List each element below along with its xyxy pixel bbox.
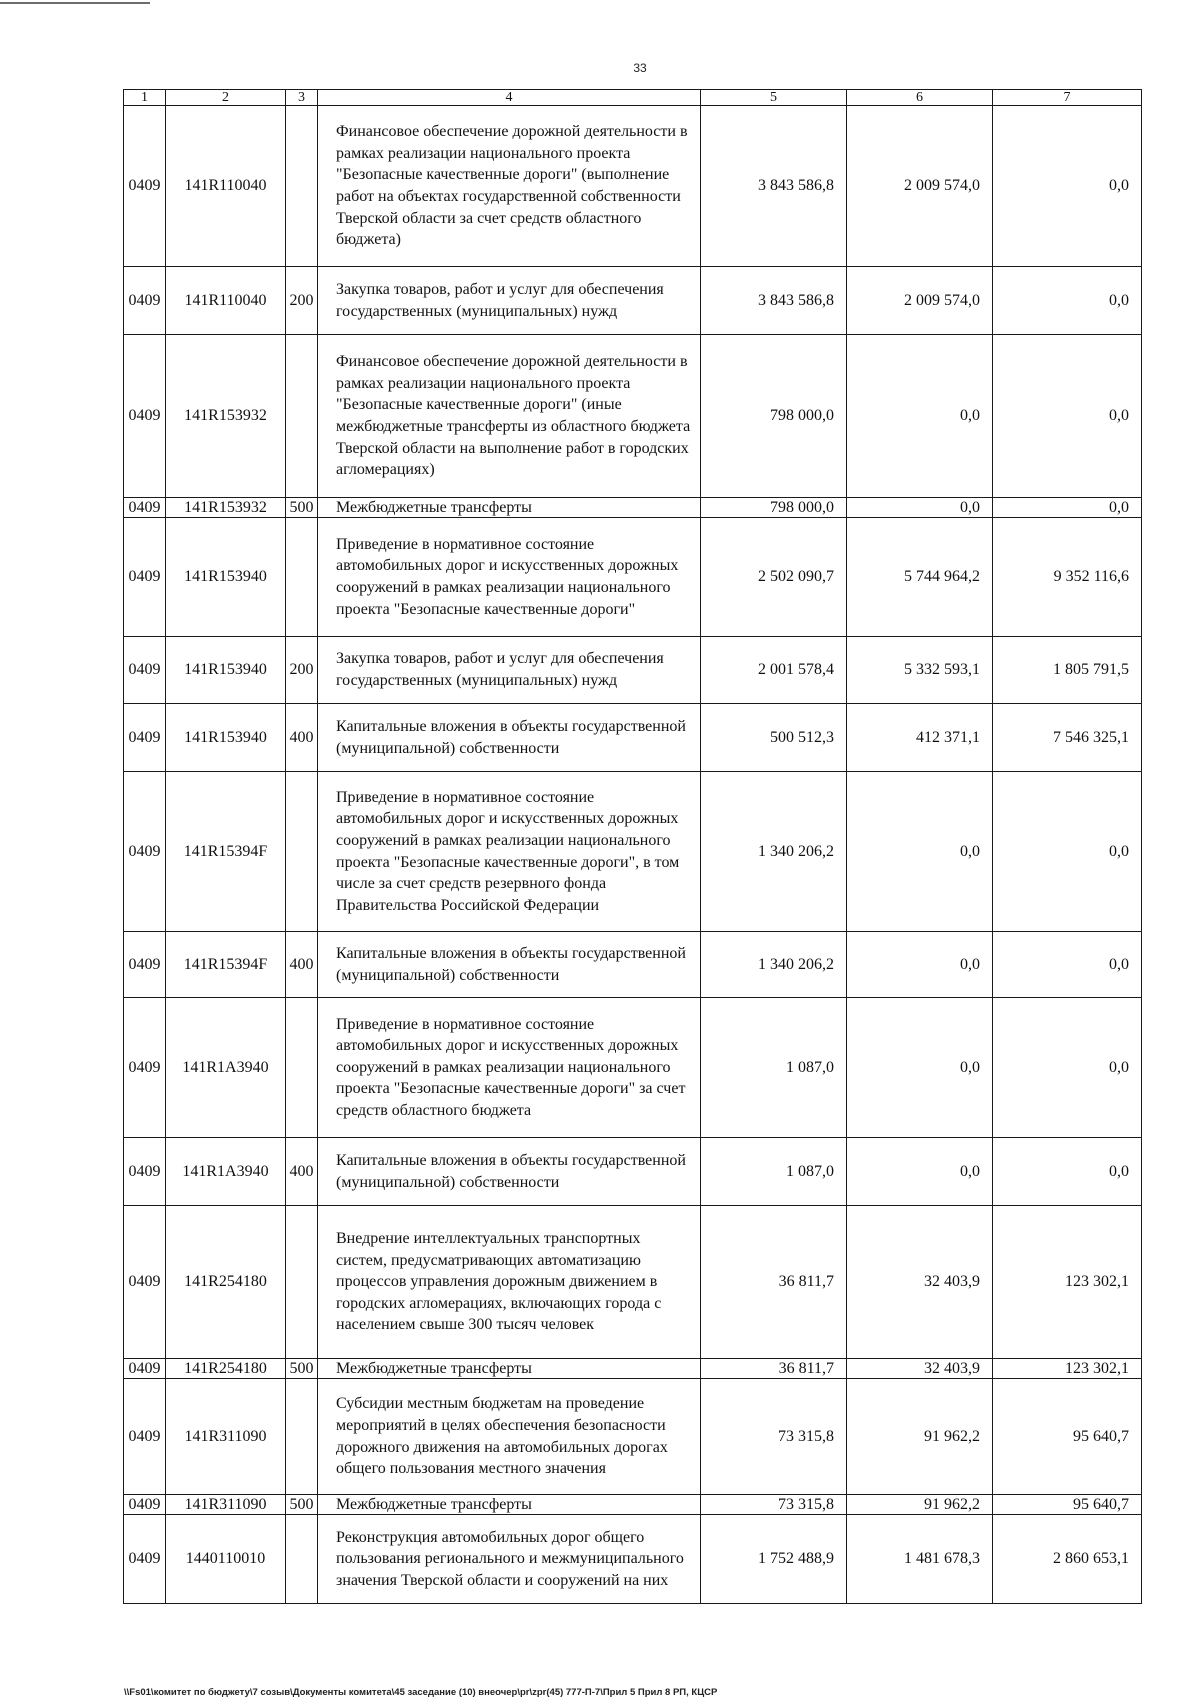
expense-type-cell: 500 [286, 1359, 318, 1379]
amount-cell-col6: 32 403,9 [847, 1206, 993, 1359]
column-number: 2 [166, 90, 286, 106]
section-code-cell: 0409 [124, 998, 166, 1138]
amount-cell-col5: 3 843 586,8 [701, 106, 847, 267]
expense-type-cell: 400 [286, 1138, 318, 1206]
table-row [124, 772, 1142, 932]
amount-cell-col6: 412 371,1 [847, 704, 993, 772]
column-number: 7 [993, 90, 1142, 106]
target-article-cell: 141R1A3940 [166, 1138, 286, 1206]
amount-cell-col5: 3 843 586,8 [701, 267, 847, 335]
expense-type-cell [286, 518, 318, 637]
amount-cell-col6: 0,0 [847, 498, 993, 518]
description-cell: Межбюджетные трансферты [318, 1495, 701, 1515]
amount-cell-col5: 1 340 206,2 [701, 772, 847, 932]
amount-cell-col6: 2 009 574,0 [847, 106, 993, 267]
table-row [124, 932, 1142, 998]
amount-cell-col5: 500 512,3 [701, 704, 847, 772]
budget-table [123, 89, 1142, 1604]
amount-cell-col6: 5 744 964,2 [847, 518, 993, 637]
amount-cell-col6: 91 962,2 [847, 1495, 993, 1515]
amount-cell-col7: 0,0 [993, 772, 1142, 932]
target-article-cell: 141R254180 [166, 1359, 286, 1379]
expense-type-cell [286, 772, 318, 932]
target-article-cell: 1440110010 [166, 1515, 286, 1604]
target-article-cell: 141R153940 [166, 518, 286, 637]
table-row [124, 1206, 1142, 1359]
target-article-cell: 141R153940 [166, 704, 286, 772]
description-cell: Приведение в нормативное состояние автомобильных дорог и искусственных дорожных сооружений в рамках реализации национального проекта "Безопасные качественные дороги", в том числе за счет средств резервного фонда Правительства Российской Федерации [318, 772, 701, 932]
amount-cell-col6: 91 962,2 [847, 1379, 993, 1495]
amount-cell-col6: 5 332 593,1 [847, 637, 993, 704]
page-number: 33 [633, 61, 647, 75]
section-code-cell: 0409 [124, 267, 166, 335]
description-cell: Капитальные вложения в объекты государственной (муниципальной) собственности [318, 1138, 701, 1206]
description-cell: Межбюджетные трансферты [318, 1359, 701, 1379]
description-cell: Приведение в нормативное состояние автомобильных дорог и искусственных дорожных сооружений в рамках реализации национального проекта "Безопасные качественные дороги" за счет средств областного бюджета [318, 998, 701, 1138]
section-code-cell: 0409 [124, 1515, 166, 1604]
amount-cell-col6: 2 009 574,0 [847, 267, 993, 335]
amount-cell-col5: 798 000,0 [701, 498, 847, 518]
column-number: 1 [124, 90, 166, 106]
description-cell: Закупка товаров, работ и услуг для обеспечения государственных (муниципальных) нужд [318, 637, 701, 704]
amount-cell-col5: 36 811,7 [701, 1359, 847, 1379]
target-article-cell: 141R153940 [166, 637, 286, 704]
amount-cell-col5: 798 000,0 [701, 335, 847, 498]
amount-cell-col6: 0,0 [847, 998, 993, 1138]
amount-cell-col7: 0,0 [993, 498, 1142, 518]
target-article-cell: 141R1A3940 [166, 998, 286, 1138]
description-cell: Финансовое обеспечение дорожной деятельности в рамках реализации национального проекта "Безопасные качественные дороги" (выполнение работ на объектах государственной собственности Тверской области за счет средств областного бюджета) [318, 106, 701, 267]
expense-type-cell [286, 1206, 318, 1359]
target-article-cell: 141R153932 [166, 335, 286, 498]
expense-type-cell [286, 1379, 318, 1495]
amount-cell-col6: 0,0 [847, 772, 993, 932]
amount-cell-col5: 1 087,0 [701, 1138, 847, 1206]
target-article-cell: 141R311090 [166, 1379, 286, 1495]
column-number: 6 [847, 90, 993, 106]
amount-cell-col7: 0,0 [993, 106, 1142, 267]
column-number: 3 [286, 90, 318, 106]
table-row [124, 1515, 1142, 1604]
amount-cell-col6: 32 403,9 [847, 1359, 993, 1379]
table-row [124, 518, 1142, 637]
description-cell: Реконструкция автомобильных дорог общего пользования регионального и межмуниципального значения Тверской области и сооружений на них [318, 1515, 701, 1604]
target-article-cell: 141R254180 [166, 1206, 286, 1359]
target-article-cell: 141R15394F [166, 932, 286, 998]
amount-cell-col7: 123 302,1 [993, 1206, 1142, 1359]
table-row [124, 1379, 1142, 1495]
section-code-cell: 0409 [124, 1359, 166, 1379]
amount-cell-col5: 1 087,0 [701, 998, 847, 1138]
table-row [124, 498, 1142, 518]
amount-cell-col5: 1 340 206,2 [701, 932, 847, 998]
amount-cell-col5: 1 752 488,9 [701, 1515, 847, 1604]
table-row [124, 1359, 1142, 1379]
section-code-cell: 0409 [124, 106, 166, 267]
scan-top-rule [0, 2, 150, 4]
amount-cell-col7: 95 640,7 [993, 1495, 1142, 1515]
table-row [124, 704, 1142, 772]
column-number-row [124, 90, 1142, 106]
amount-cell-col5: 73 315,8 [701, 1379, 847, 1495]
section-code-cell: 0409 [124, 772, 166, 932]
amount-cell-col7: 0,0 [993, 1138, 1142, 1206]
amount-cell-col7: 0,0 [993, 267, 1142, 335]
amount-cell-col5: 2 502 090,7 [701, 518, 847, 637]
description-cell: Финансовое обеспечение дорожной деятельности в рамках реализации национального проекта "Безопасные качественные дороги" (иные межбюджетные трансферты из областного бюджета Тверской области на выполнение работ в городских агломерациях) [318, 335, 701, 498]
section-code-cell: 0409 [124, 518, 166, 637]
target-article-cell: 141R153932 [166, 498, 286, 518]
description-cell: Капитальные вложения в объекты государственной (муниципальной) собственности [318, 932, 701, 998]
expense-type-cell [286, 998, 318, 1138]
section-code-cell: 0409 [124, 1495, 166, 1515]
section-code-cell: 0409 [124, 1379, 166, 1495]
description-cell: Субсидии местным бюджетам на проведение мероприятий в целях обеспечения безопасности дорожного движения на автомобильных дорогах общего пользования местного значения [318, 1379, 701, 1495]
amount-cell-col7: 123 302,1 [993, 1359, 1142, 1379]
section-code-cell: 0409 [124, 932, 166, 998]
expense-type-cell: 400 [286, 704, 318, 772]
expense-type-cell: 200 [286, 637, 318, 704]
description-cell: Закупка товаров, работ и услуг для обеспечения государственных (муниципальных) нужд [318, 267, 701, 335]
table-row [124, 1138, 1142, 1206]
section-code-cell: 0409 [124, 1206, 166, 1359]
amount-cell-col5: 73 315,8 [701, 1495, 847, 1515]
amount-cell-col7: 9 352 116,6 [993, 518, 1142, 637]
table-row [124, 267, 1142, 335]
amount-cell-col6: 0,0 [847, 932, 993, 998]
amount-cell-col6: 0,0 [847, 335, 993, 498]
expense-type-cell: 500 [286, 498, 318, 518]
target-article-cell: 141R110040 [166, 267, 286, 335]
amount-cell-col5: 36 811,7 [701, 1206, 847, 1359]
target-article-cell: 141R311090 [166, 1495, 286, 1515]
section-code-cell: 0409 [124, 637, 166, 704]
column-number: 4 [318, 90, 701, 106]
section-code-cell: 0409 [124, 1138, 166, 1206]
table-row [124, 1495, 1142, 1515]
table-row [124, 335, 1142, 498]
expense-type-cell: 500 [286, 1495, 318, 1515]
amount-cell-col7: 1 805 791,5 [993, 637, 1142, 704]
section-code-cell: 0409 [124, 335, 166, 498]
target-article-cell: 141R110040 [166, 106, 286, 267]
expense-type-cell: 200 [286, 267, 318, 335]
section-code-cell: 0409 [124, 704, 166, 772]
expense-type-cell [286, 1515, 318, 1604]
section-code-cell: 0409 [124, 498, 166, 518]
expense-type-cell [286, 335, 318, 498]
description-cell: Капитальные вложения в объекты государственной (муниципальной) собственности [318, 704, 701, 772]
description-cell: Межбюджетные трансферты [318, 498, 701, 518]
description-cell: Приведение в нормативное состояние автомобильных дорог и искусственных дорожных сооружений в рамках реализации национального проекта "Безопасные качественные дороги" [318, 518, 701, 637]
amount-cell-col7: 7 546 325,1 [993, 704, 1142, 772]
description-cell: Внедрение интеллектуальных транспортных систем, предусматривающих автоматизацию процессов управления дорожным движением в городских агломерациях, включающих города с населением свыше 300 тысяч человек [318, 1206, 701, 1359]
amount-cell-col7: 0,0 [993, 932, 1142, 998]
column-number: 5 [701, 90, 847, 106]
amount-cell-col6: 1 481 678,3 [847, 1515, 993, 1604]
amount-cell-col7: 95 640,7 [993, 1379, 1142, 1495]
table-row [124, 637, 1142, 704]
table-row [124, 106, 1142, 267]
amount-cell-col5: 2 001 578,4 [701, 637, 847, 704]
table-row [124, 998, 1142, 1138]
amount-cell-col6: 0,0 [847, 1138, 993, 1206]
expense-type-cell: 400 [286, 932, 318, 998]
amount-cell-col7: 0,0 [993, 335, 1142, 498]
target-article-cell: 141R15394F [166, 772, 286, 932]
amount-cell-col7: 0,0 [993, 998, 1142, 1138]
footer-file-path: \\Fs01\комитет по бюджету\7 созыв\Документы комитета\45 заседание (10) внеочер\pr\zpr(45) 777-П-7\Прил 5 Прил 8 РП, КЦСР [124, 1687, 718, 1698]
expense-type-cell [286, 106, 318, 267]
amount-cell-col7: 2 860 653,1 [993, 1515, 1142, 1604]
